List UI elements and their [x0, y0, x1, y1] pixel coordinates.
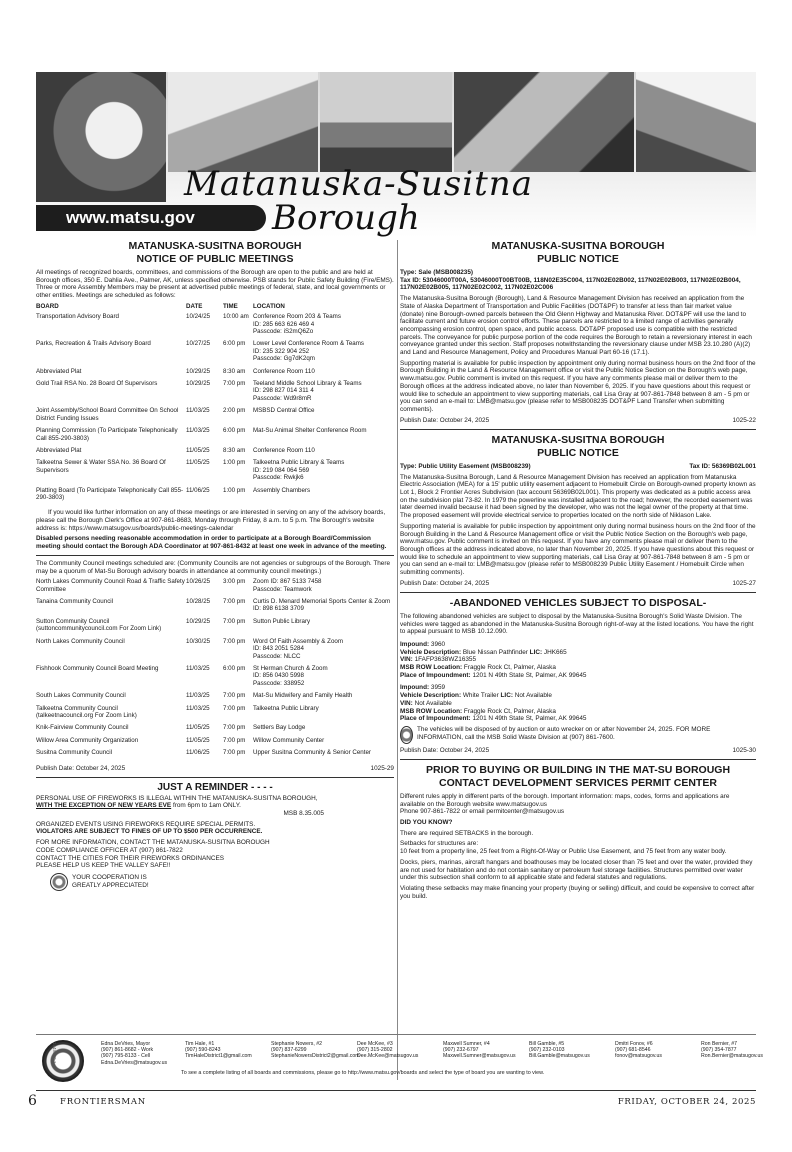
reminder-title: JUST A REMINDER - - - - [157, 781, 273, 793]
member-l3: Maxwell.Sumner@matsugov.us [443, 1053, 516, 1060]
vehicle-list [400, 641, 756, 723]
board-cell: Susitna Community Council [36, 749, 112, 757]
meetings-title2: NOTICE OF PUBLIC MEETINGS [136, 253, 294, 265]
boards-note: To see a complete listing of all boards and commissions, please go to http://www.matsu.gov/boards and select the type of board you are wanting to view. [181, 1070, 545, 1076]
date-cell: 11/06/25 [186, 486, 210, 494]
vehicle-value: 1201 N 49th State St, Palmer, AK 99645 [472, 715, 587, 723]
board-cell: Parks, Recreation & Trails Advisory Board [36, 340, 151, 348]
community-meeting-row [36, 665, 394, 692]
divider [400, 592, 756, 593]
community-meeting-row [36, 692, 394, 704]
publish-date: Publish Date: October 24, 2025 [400, 746, 490, 754]
rafting-photo [454, 72, 634, 172]
vehicle-place-line [400, 715, 756, 723]
notice2-publish-line [400, 580, 756, 588]
board-cell: Abbreviated Plat [36, 446, 82, 454]
borough-title-line2: Borough [272, 198, 420, 237]
reminder-line8: PLEASE HELP US KEEP THE VALLEY SAFE!! [36, 862, 171, 870]
location-cell: Teeland Middle School Library & Teams ID: 298 827 014 311 4 Passcode: Wd9r8mR [253, 380, 362, 402]
location-cell: Conference Room 203 & Teams ID: 285 663 626 469 4 Passcode: iS2mQ6Zo [253, 313, 341, 336]
vehicle-label: LIC: [529, 648, 543, 656]
meeting-row [36, 340, 394, 367]
vehicle-label: Vehicle Description: [400, 648, 462, 656]
more-info-text: If you would like further information on any of these meetings or are interested in serving on any of the advisory boards, please call the Borough Clerk's Office at 907-861-8683, Monday through Friday, 8 a.m. to 5 p.m. The Borough's website address is: https://www.matsugov.us/boards/public-meetings-calendar [36, 509, 386, 532]
member-l3: TimHaleDistrict1@gmail.com [185, 1053, 252, 1060]
board-cell: Platting Board (To Participate Telephonically Call 855-290-3803) [36, 486, 184, 501]
board-cell: Talkeetna Sewer & Water SSA No. 36 Board Of Supervisors [36, 459, 166, 474]
vehicle-label: Vehicle Description: [400, 692, 462, 700]
meetings-header-row [36, 303, 394, 313]
time-cell: 7:00 pm [223, 736, 246, 744]
date-cell: 11/03/25 [186, 427, 210, 435]
location-cell: Upper Susitna Community & Senior Center [253, 749, 371, 757]
member-l3: fonov@matsugov.us [615, 1053, 662, 1060]
board-cell: Sutton Community Council (suttoncommunitycouncil.com For Zoom Link) [36, 617, 162, 633]
vehicle-label: MSB ROW Location: [400, 707, 463, 715]
time-cell: 8:30 am [223, 367, 246, 375]
community-meeting-row [36, 724, 394, 736]
board-column-header: BOARD [36, 302, 59, 310]
right-column [400, 240, 756, 900]
vehicle-impound-line [400, 684, 756, 692]
assembly-footer [36, 1034, 763, 1086]
thanks-text-block [72, 874, 149, 889]
time-cell: 6:00 pm [223, 340, 246, 348]
highway-photo [320, 72, 452, 172]
date-cell: 11/03/25 [186, 407, 210, 415]
thanks-line2: GREATLY APPRECIATED! [72, 881, 149, 889]
time-cell: 7:00 pm [223, 637, 246, 645]
date-cell: 10/24/25 [186, 313, 211, 321]
vehicle-label: Impound: [400, 640, 430, 648]
board-cell: Tanaina Community Council [36, 598, 114, 606]
page-footer [28, 1090, 756, 1109]
assembly-member [529, 1041, 611, 1066]
board-cell: Joint Assembly/School Board Committee On School District Funding Issues [36, 407, 179, 422]
notice2-type-line [400, 463, 756, 471]
borough-title-line1: Matanuska-Susitna [184, 164, 533, 204]
vehicle-label: Place of Impoundment: [400, 715, 471, 723]
vehicle-vin-line [400, 656, 756, 664]
date-cell: 10/26/25 [186, 578, 211, 586]
location-cell: MSBSD Central Office [253, 407, 315, 415]
member-name: Dmitri Fonov, #6 [615, 1041, 653, 1047]
time-cell: 7:00 pm [223, 724, 246, 732]
notice2-title2: PUBLIC NOTICE [537, 446, 619, 459]
member-name: Dee McKee, #3 [357, 1041, 393, 1047]
notice2-body2: Supporting material is available for public inspection by appointment only during normal business hours on the 2nd floor of the Borough Building in the Land & Resource Management office or visit the Public Notice Section on the Borough's web page, www.matsu.gov. Public comment is invited on this request. If you have any comments please mail or deliver them to the Borough offices at the address indicated above, no later than November 20, 2025. If you have questions about this request or would like to schedule an appointment to view supporting materials, call Lisa Gray at 907-861-7848 between 8 am - 5 pm or you can send an e-mail to: LMB@matsu.gov (please refer to MSB008239 Public Utility Easement / Homebuilt Circle when submitting comments). [400, 522, 756, 577]
ad-tracking-number: 1449850-1 [52, 1042, 57, 1064]
vehicle-value: Not Available [414, 699, 452, 707]
board-cell: Willow Area Community Organization [36, 736, 139, 744]
vehicle-value: Not Available [514, 692, 552, 700]
board-cell: Talkeetna Community Council (talkeetnacouncil.org For Zoom Link) [36, 704, 137, 719]
notice2-body1: The Matanuska-Susitna Borough, Land & Resource Management Division has received an application from Matanuska Electric Association (MEA) for a 15' public utility easement adjacent to Homebuilt Circle on Borough-owned property known as Lot 1, Block 2 Frontier Acres Subdivision (tax account 56369B02L001). This property was dedicated as a public access area on the subdivision plat 73-82. In 1979 the powerline was installed adjacent to the road; however, the recorded easement was later deemed invalid because it had been signed by the developer, who was not the legal owner of the property at that time. The proposed easement will provide electrical service to properties located on the north side of Niklason Lake. [400, 473, 756, 520]
vehicle-record [400, 684, 756, 723]
vehicle-label: LIC: [500, 692, 513, 700]
vehicle-desc-line [400, 649, 756, 657]
community-meeting-row [36, 618, 394, 638]
divider [400, 759, 756, 760]
divider [400, 429, 756, 430]
member-l2: (907) 315-2802 [357, 1047, 393, 1054]
community-meeting-row [36, 638, 394, 665]
time-column-header: TIME [223, 302, 238, 310]
time-cell: 7:00 pm [223, 598, 246, 606]
meeting-row [36, 427, 394, 447]
reminder-line7: CONTACT THE CITIES FOR THEIR FIREWORKS ORDINANCES [36, 854, 225, 862]
date-cell: 11/06/25 [186, 749, 210, 757]
reminder-line2-wrap [36, 802, 394, 810]
meeting-row [36, 313, 394, 340]
notice1-tax: Tax ID: 53046000T00A, 53046000T00BT00B, 118N02E35C004, 117N02E02B002, 117N02E02B003, 117N02E02B004, 117N02E02B005, 117N02E02C002, 117N02E02C006 [400, 276, 741, 292]
location-cell: St Herman Church & Zoom ID: 856 0430 5998 Passcode: 338952 [253, 664, 328, 687]
date-cell: 10/28/25 [186, 598, 211, 606]
meeting-row [36, 487, 394, 507]
date-cell: 11/05/25 [186, 459, 210, 467]
board-cell: Fishhook Community Council Board Meeting [36, 664, 159, 672]
page-number: 6 [28, 1093, 37, 1109]
location-cell: Lower Level Conference Room & Teams ID: 235 322 904 252 Passcode: Gg7dK2qm [253, 340, 364, 363]
vehicle-value: JHK665 [543, 648, 567, 656]
assembly-member [271, 1041, 360, 1066]
member-l3: StephanieNowersDistrict2@gmail.com [271, 1053, 360, 1060]
ad-number: 1025-30 [732, 746, 756, 754]
assembly-member [357, 1041, 439, 1066]
board-cell: Planning Commission (To Participate Telephonically Call 855-290-3803) [36, 427, 178, 442]
board-cell: Knik-Fairview Community Council [36, 724, 129, 732]
publish-date: Publish Date: October 24, 2025 [400, 579, 490, 587]
time-cell: 2:00 pm [223, 407, 246, 415]
date-cell: 10/29/25 [186, 367, 211, 375]
community-meeting-row [36, 578, 394, 598]
fishing-photo [636, 72, 756, 172]
abandoned-publish-line [400, 747, 756, 755]
member-l2: (907) 837-6299 [271, 1047, 307, 1054]
reminder-line1: PERSONAL USE OF FIREWORKS IS ILLEGAL WITHIN THE MATANUSKA-SUSITNA BOROUGH, [36, 794, 318, 802]
member-name: Edna DeVries, Mayor [101, 1041, 151, 1047]
board-cell: North Lakes Community Council Road & Traffic Safety Committee [36, 578, 185, 593]
publication-date: FRIDAY, OCTOBER 24, 2025 [617, 1097, 756, 1107]
assembly-member [101, 1041, 181, 1066]
divider [36, 777, 394, 778]
vehicle-row-line [400, 708, 756, 716]
vehicle-label: VIN: [400, 656, 413, 664]
vehicle-value: 3960 [430, 640, 446, 648]
location-cell: Word Of Faith Assembly & Zoom ID: 843 2051 5284 Passcode: NLCC [253, 637, 343, 660]
date-cell: 10/29/25 [186, 617, 211, 625]
date-cell: 10/30/25 [186, 637, 211, 645]
board-cell: North Lakes Community Council [36, 637, 125, 645]
meetings-table [36, 303, 394, 507]
time-cell: 6:00 pm [223, 664, 246, 672]
time-cell: 6:00 pm [223, 427, 246, 435]
location-cell: Sutton Public Library [253, 617, 311, 625]
meetings-publish-line [36, 765, 394, 773]
date-cell: 11/05/25 [186, 446, 210, 454]
building-photo [168, 72, 318, 172]
permit-title2: CONTACT DEVELOPMENT SERVICES PERMIT CENTER [439, 776, 717, 789]
notice2-type: Type: Public Utility Easement (MSB008239) [400, 462, 531, 470]
borough-seal-icon [50, 873, 68, 891]
location-cell: Zoom ID: 867 5133 7458 Passcode: Teamwork [253, 578, 322, 593]
meeting-row [36, 447, 394, 459]
meeting-row [36, 368, 394, 380]
community-intro: The Community Council meetings scheduled are: (Community Councils are not agencies or subgroups of the Borough. There may be a quorum of Mat-Su Borough advisory boards in attendance at community council meetings.) [36, 559, 391, 575]
meetings-intro: All meetings of recognized boards, committees, and commissions of the Borough are open to the public and are held at Borough offices, 350 E. Dahlia Ave., Palmer, AK, unless specified otherwise. PSB stands for Public Safety Building (Fire/EMS). Three or more Assembly Members may be present at advertised public meetings of federal, state, and local governments or other entities. Meetings are scheduled as follows: [36, 269, 394, 300]
member-name: Stephanie Nowers, #2 [271, 1041, 323, 1047]
date-cell: 11/03/25 [186, 664, 210, 672]
vehicle-label: MSB ROW Location: [400, 664, 463, 672]
time-cell: 7:00 pm [223, 617, 246, 625]
meetings-title1: MATANUSKA-SUSITNA BOROUGH [128, 240, 302, 252]
location-cell: Willow Community Center [253, 736, 325, 744]
notice1-publish-line [400, 417, 756, 425]
vehicle-value: 1FAFP3638WZ16355 [414, 656, 477, 664]
website-banner [36, 205, 266, 231]
permit-p3: Docks, piers, marinas, aircraft hangars and boathouses may be located closer than 75 feet and over the water, provided they are not used for habitation and do not contain sanitary or petroleum fuel storage facilities. Structures permitted over water under this subsection shall conform to all applicable state and federal statutes and regulations. [400, 858, 753, 882]
member-name: Tim Hale, #1 [185, 1041, 215, 1047]
website-url[interactable]: www.matsu.gov [66, 208, 195, 227]
assembly-member [615, 1041, 697, 1066]
date-cell: 11/03/25 [186, 704, 210, 712]
notice1-body1: The Matanuska-Susitna Borough (Borough), Land & Resource Management Division has received an application from the State of Alaska Department of Transportation and Public Facilities (DOT&PF) to transfer at less than fair market value (donate) nine Borough-owned parcels between the Old Glenn Highway and Matanuska River. DOT&PF will use the land to facilitate current and future erosion control efforts. These parcels are restricted to a limited range of activities generally encompassing erosion control, open space, and public access. DOT&PF proposed use is compatible with the restricted parcels. The conveyance for public purpose portion of the code requires the Borough to retain a reversionary interest in each conveyance granted under this section. Staff proposes notwithstanding the reversionary clause under MSB 23.10.280 (A)(2) and Land and Resource Management, Policy and Procedures Manual Part 60-16 (17.1). [400, 295, 752, 357]
location-cell: Talkeetna Public Library & Teams ID: 219 084 064 569 Passcode: Rwkjk6 [253, 459, 345, 482]
permit-p1: Different rules apply in different parts of the borough. Important information: maps, codes, forms and applications are available on the Borough website www.matsugov.us [400, 792, 730, 808]
abandoned-title: -ABANDONED VEHICLES SUBJECT TO DISPOSAL- [449, 596, 707, 609]
time-cell: 10:00 am [223, 313, 249, 321]
assembly-members [101, 1041, 761, 1066]
community-meeting-row [36, 598, 394, 618]
vehicle-label: VIN: [400, 699, 413, 707]
notice1-type: Type: Sale (MSB008235) [400, 269, 474, 276]
ad-number: 1025-27 [732, 579, 756, 587]
date-cell: 11/05/25 [186, 724, 210, 732]
vehicle-value: 3959 [430, 684, 446, 692]
ad-number: 1025-29 [370, 764, 394, 772]
location-cell: Curtis D. Menard Memorial Sports Center & Zoom ID: 898 6138 3709 [253, 598, 391, 613]
member-name: Ron Bernier, #7 [701, 1041, 738, 1047]
vehicle-value: Fraggle Rock Ct, Palmer, Alaska [463, 707, 556, 715]
notice2-tax: Tax ID: 56369B02L001 [689, 462, 756, 470]
date-cell: 10/27/25 [186, 340, 211, 348]
vehicle-row-line [400, 664, 756, 672]
time-cell: 1:00 pm [223, 459, 246, 467]
community-table [36, 578, 394, 761]
member-l2: (907) 232-6797 [443, 1047, 479, 1054]
meetings-table-body [36, 313, 394, 506]
meeting-row [36, 380, 394, 407]
abandoned-closing: The vehicles will be disposed of by auction or auto wrecker on or after November 24, 2025. FOR MORE INFORMATION, call the MSB Solid Waste Division at (907) 861-7600. [417, 725, 711, 741]
reminder-line2: WITH THE EXCEPTION OF NEW YEARS EVE [36, 802, 172, 810]
board-cell: Abbreviated Plat [36, 367, 82, 375]
thanks-line1: YOUR COOPERATION IS [72, 874, 147, 882]
date-cell: 11/03/25 [186, 692, 210, 700]
borough-seal-icon [400, 726, 413, 744]
permit-setbacks: There are required SETBACKS in the borough. [400, 829, 534, 837]
ada-notice: Disabled persons needing reasonable accommodation in order to participate at a Borough Board/Commission meeting should contact the Borough ADA Coordinator at 907-861-8432 at least one week in advance of the meeting. [36, 535, 387, 551]
divider [36, 555, 394, 556]
mayor-photo [36, 72, 166, 202]
vehicle-impound-line [400, 641, 756, 649]
vehicle-value: Fraggle Rock Ct, Palmer, Alaska [463, 664, 556, 672]
time-cell: 3:00 pm [223, 578, 246, 586]
vehicle-value: Blue Nissan Pathfinder [462, 648, 528, 656]
board-cell: South Lakes Community Council [36, 692, 126, 700]
publish-date: Publish Date: October 24, 2025 [400, 416, 490, 424]
permit-know: DID YOU KNOW? [400, 819, 453, 827]
location-cell: Mat-Su Animal Shelter Conference Room [253, 427, 367, 435]
date-cell: 11/05/25 [186, 736, 210, 744]
permit-title1: PRIOR TO BUYING OR BUILDING IN THE MAT-SU BOROUGH [425, 763, 731, 776]
location-cell: Conference Room 110 [253, 367, 315, 375]
board-cell: Transportation Advisory Board [36, 313, 119, 321]
member-l3: Dee.McKee@matsugov.us [357, 1053, 419, 1060]
member-l2: (907) 681-8546 [615, 1047, 651, 1054]
fireworks-reminder [36, 782, 394, 891]
location-column-header: LOCATION [253, 302, 285, 310]
reminder-line5: FOR MORE INFORMATION, CONTACT THE MATANUSKA-SUSITNA BOROUGH [36, 839, 270, 847]
reminder-line3: ORGANIZED EVENTS USING FIREWORKS REQUIRE SPECIAL PERMITS. [36, 820, 256, 828]
member-l4: Edna.DeVries@matsugov.us [101, 1059, 168, 1066]
time-cell: 7:00 pm [223, 704, 246, 712]
vehicle-value: White Trailer [462, 692, 499, 700]
assembly-member [701, 1041, 783, 1066]
location-cell: Assembly Chambers [253, 486, 311, 494]
reminder-line4: VIOLATORS ARE SUBJECT TO FINES OF UP TO $500 PER OCCURRENCE. [36, 828, 263, 836]
member-l2: (907) 354-7877 [701, 1047, 737, 1054]
time-cell: 7:00 pm [223, 380, 246, 388]
abandoned-closing-block [400, 726, 756, 744]
member-name: Maxwell Sumner, #4 [443, 1041, 490, 1047]
reminder-msb: MSB 8.35.005 [283, 809, 324, 817]
time-cell: 8:30 am [223, 446, 246, 454]
permit-p1b: Phone 907-861-7822 or email permitcenter@matsugov.us [400, 808, 565, 816]
permit-p2: 10 feet from a property line, 25 feet from a Right-Of-Way or Public Use Easement, and 75 feet from any water body. [400, 848, 727, 856]
member-l3: Ron.Bernier@matsugov.us [701, 1053, 763, 1060]
member-l2: (907) 861-8682 - Work [101, 1047, 154, 1054]
abandoned-intro: The following abandoned vehicles are subject to disposal by the Matanuska-Susitna Borough's Solid Waste Division. The vehicles were tagged as abandoned in the Matanuska-Susitna Borough right-of-way at the listed locations. You have the right to appeal pursuant to MSB 10.12.090. [400, 612, 754, 636]
member-l2: (907) 232-0103 [529, 1047, 565, 1054]
notice1-body2: Supporting material is available for public inspection by appointment only during normal business hours on the 2nd floor of the Borough Building in the Land & Resource Management office or visit the Public Notice Section on the Borough's web page, www.matsu.gov. Public comment is invited on this request. If you have any comments please mail or deliver them to the Borough offices at the address indicated above, no later than November 6, 2025. If you have questions about this request or would like to schedule an appointment to view supporting materials, call Lisa Gray at 907-861-7848 between 8 am - 5 pm or you can send an e-mail to: LMB@matsu.gov (please refer to MSB008235 DOT&PF Land Transfer when submitting comments). [400, 359, 756, 413]
reminder-line6: CODE COMPLIANCE OFFICER AT (907) 861-7822 [36, 846, 183, 854]
location-cell: Settlers Bay Lodge [253, 724, 306, 732]
notice2-title1: MATANUSKA-SUSITNA BOROUGH [491, 433, 665, 446]
vehicle-vin-line [400, 700, 756, 708]
community-table-body [36, 578, 394, 761]
community-meeting-row [36, 705, 394, 725]
column-divider [397, 240, 398, 1080]
ad-number: 1025-22 [732, 416, 756, 424]
board-cell: Gold Trail RSA No. 28 Board Of Supervisors [36, 380, 158, 388]
newspaper-page [28, 72, 763, 1112]
meeting-row [36, 459, 394, 486]
member-l3: Bill.Gamble@matsugov.us [529, 1053, 590, 1060]
date-cell: 10/29/25 [186, 380, 211, 388]
notice1-title1: MATANUSKA-SUSITNA BOROUGH [491, 240, 665, 252]
permit-p4: Violating these setbacks may make financing your property (buying or selling) difficult, and could be expensive to correct after you build. [400, 884, 755, 900]
reminder-thanks [50, 873, 394, 891]
vehicle-label: Place of Impoundment: [400, 671, 471, 679]
time-cell: 7:00 pm [223, 692, 246, 700]
location-cell: Mat-Su Midwifery and Family Health [253, 692, 353, 700]
vehicle-label: Impound: [400, 684, 430, 692]
community-meeting-row [36, 737, 394, 749]
header-banner [36, 72, 756, 237]
left-column [36, 240, 394, 891]
date-column-header: DATE [186, 302, 203, 310]
borough-seal-icon [42, 1040, 84, 1082]
member-name: Bill Gamble, #5 [529, 1041, 565, 1047]
time-cell: 1:00 pm [223, 486, 246, 494]
assembly-member [443, 1041, 525, 1066]
vehicle-place-line [400, 672, 756, 680]
notice1-title2: PUBLIC NOTICE [537, 253, 619, 265]
location-cell: Conference Room 110 [253, 446, 315, 454]
publication-name: FRONTIERSMAN [60, 1097, 147, 1107]
time-cell: 7:00 pm [223, 749, 246, 757]
vehicle-record [400, 641, 756, 680]
publish-date: Publish Date: October 24, 2025 [36, 764, 126, 772]
vehicle-value: 1201 N 49th State St, Palmer, AK 99645 [472, 671, 587, 679]
assembly-member [185, 1041, 267, 1066]
meeting-row [36, 407, 394, 427]
member-l2: (907) 590-8243 [185, 1047, 221, 1054]
community-meeting-row [36, 749, 394, 761]
vehicle-desc-line [400, 692, 756, 700]
permit-setbacks-for: Setbacks for structures are: [400, 840, 479, 848]
location-cell: Talkeetna Public Library [253, 704, 319, 712]
reminder-line2b: from 6pm to 1am ONLY. [171, 802, 241, 810]
member-l3: (907) 795-8133 - Cell [101, 1053, 151, 1060]
